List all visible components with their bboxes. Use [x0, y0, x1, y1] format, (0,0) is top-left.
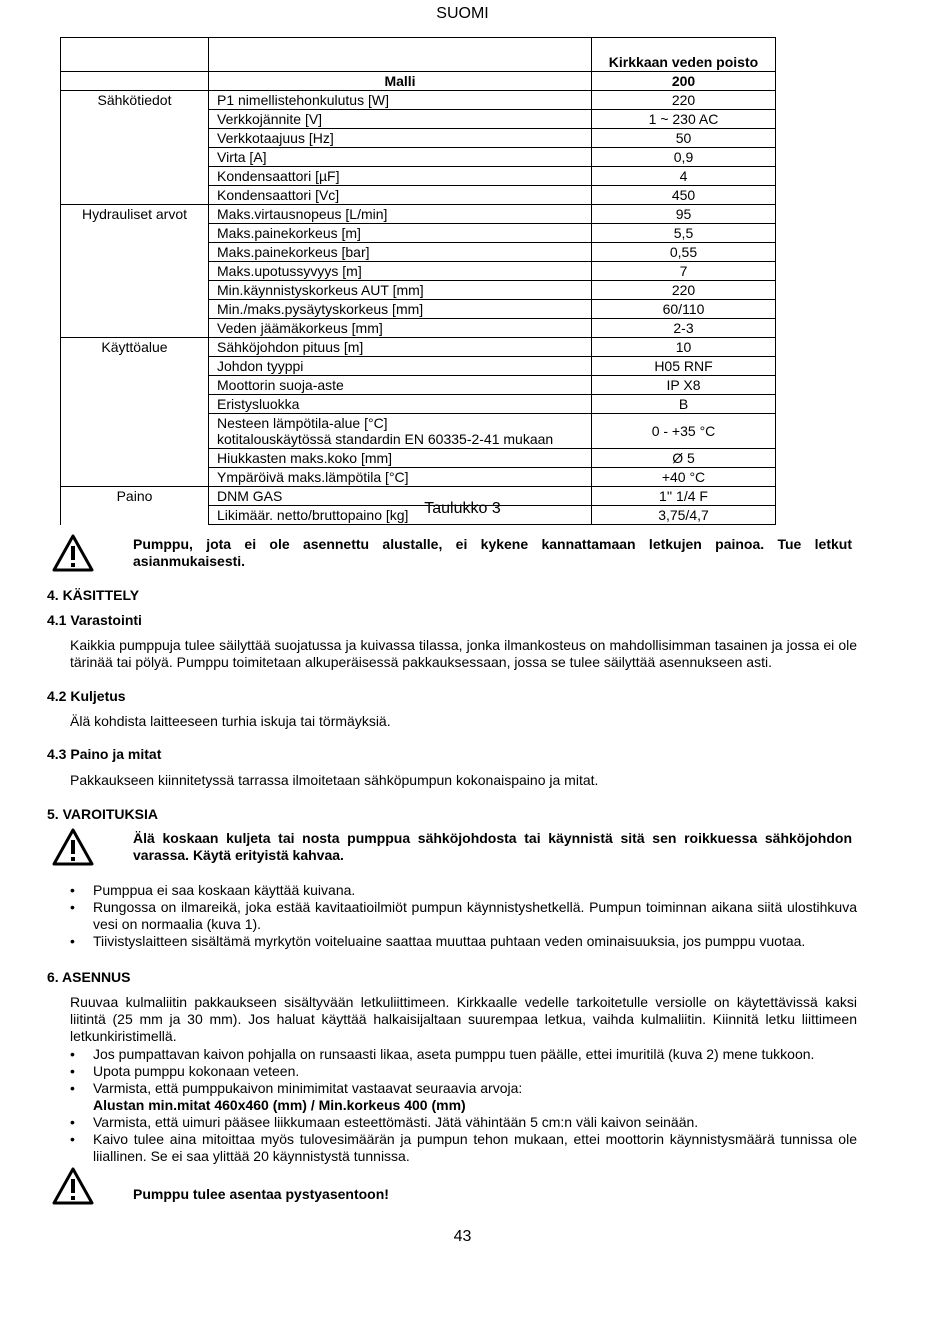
table-row	[61, 281, 776, 300]
category-cell	[61, 395, 209, 414]
value-cell: 1 ~ 230 AC	[592, 110, 776, 129]
table-row	[61, 414, 776, 449]
category-cell	[61, 243, 209, 262]
parameter-label: Ympäröivä maks.lämpötila [°C]	[217, 469, 409, 485]
bullet-dot: •	[70, 1080, 75, 1096]
section-title-paino-mitat: 4.3 Paino ja mitat	[47, 746, 162, 762]
parameter-cell	[209, 186, 592, 205]
list-item: • Tiivistyslaitteen sisältämä myrkytön voiteluaine saattaa muuttaa puhtaan veden ominaisuuksia, jos pumppu vuotaa.	[70, 933, 806, 949]
parameter-label: DNM GAS	[217, 488, 283, 504]
table-row	[61, 338, 776, 357]
table-row	[61, 357, 776, 376]
column-header: Kirkkaan veden poisto	[592, 38, 776, 72]
category-cell	[61, 281, 209, 300]
parameter-cell	[209, 262, 592, 281]
parameter-cell	[209, 281, 592, 300]
parameter-cell	[209, 319, 592, 338]
table-row	[61, 186, 776, 205]
section-title-kasittely: 4. KÄSITTELY	[47, 587, 140, 603]
warning-triangle-icon	[52, 534, 94, 572]
parameter-label: Veden jäämäkorkeus [mm]	[217, 320, 383, 336]
parameter-label: Virta [A]	[217, 149, 267, 165]
min-dimensions: Alustan min.mitat 460x460 (mm) / Min.korkeus 400 (mm)	[93, 1097, 466, 1113]
bullet-dot: •	[70, 882, 75, 898]
parameter-label: Maks.upotussyvyys [m]	[217, 263, 362, 279]
value-cell: Ø 5	[592, 449, 776, 468]
bullet-dot: •	[70, 1131, 75, 1147]
model-label: Malli	[209, 72, 592, 91]
parameter-cell	[209, 243, 592, 262]
table-row	[61, 449, 776, 468]
paragraph-paino-mitat: Pakkaukseen kiinnitetyssä tarrassa ilmoitetaan sähköpumpun kokonaispaino ja mitat.	[70, 772, 599, 788]
table-row	[61, 243, 776, 262]
bullet-dot: •	[70, 1063, 75, 1079]
table-row	[61, 376, 776, 395]
parameter-label: Verkkojännite [V]	[217, 111, 323, 127]
installation-list	[70, 1046, 857, 1165]
table-row	[61, 129, 776, 148]
warning-triangle-icon	[52, 828, 94, 866]
table-row	[61, 262, 776, 281]
table-row	[61, 148, 776, 167]
warning-triangle-icon	[52, 1167, 94, 1205]
table-row	[61, 224, 776, 243]
category-cell: Hydrauliset arvot	[61, 205, 209, 224]
category-cell	[61, 300, 209, 319]
bullet-dot: •	[70, 933, 75, 949]
parameter-label: Maks.painekorkeus [m]	[217, 225, 361, 241]
category-cell	[61, 167, 209, 186]
category-cell	[61, 468, 209, 487]
value-cell: 3,75/4,7	[592, 506, 776, 525]
parameter-label: Eristysluokka	[217, 396, 300, 412]
value-cell: 0,9	[592, 148, 776, 167]
parameter-label: Sähköjohdon pituus [m]	[217, 339, 364, 355]
parameter-label: Moottorin suoja-aste	[217, 377, 344, 393]
parameter-label: Min./maks.pysäytyskorkeus [mm]	[217, 301, 424, 317]
parameter-label: Min.käynnistyskorkeus AUT [mm]	[217, 282, 424, 298]
parameter-cell	[209, 468, 592, 487]
category-cell	[61, 224, 209, 243]
category-cell	[61, 110, 209, 129]
category-cell	[61, 449, 209, 468]
paragraph-asennus: Ruuvaa kulmaliitin pakkaukseen sisältyvään letkuliittimeen. Kirkkaalle vedelle tarkoitetulle versiolle on käytettävissä kaksi liitintä (25 mm ja 30 mm). Jos haluat käyttää halkaisijaltaan suurempaa letkua, vaihda kulmaliitin. Kiinnitä letku liittimeen letkunkiristimellä.	[70, 994, 857, 1044]
value-cell: 4	[592, 167, 776, 186]
list-item: • Varmista, että uimuri pääsee liikkumaan esteettömästi. Jätä vähintään 5 cm:n väli kaivon seinään.	[70, 1114, 699, 1130]
table-row	[61, 110, 776, 129]
value-cell: B	[592, 395, 776, 414]
value-cell: 220	[592, 281, 776, 300]
bullet-dot: •	[70, 899, 75, 915]
category-cell	[61, 148, 209, 167]
list-item: • Varmista, että pumppukaivon minimimitat vastaavat seuraavia arvoja: Alustan min.mitat 460x460 (mm) / Min.korkeus 400 (mm)	[70, 1080, 523, 1113]
category-cell	[61, 129, 209, 148]
paragraph-varastointi: Kaikkia pumppuja tulee säilyttää suojatussa ja kuivassa tilassa, jonka ilmankosteus on mahdollisimman tasainen ja jossa ei ole tärinää tai pölyä. Pumppu toimitetaan alkuperäisessä pakkauksessaan, jossa se tulee säilyttää asennukseen asti.	[70, 637, 857, 670]
category-cell	[61, 414, 209, 449]
value-cell: 60/110	[592, 300, 776, 319]
parameter-cell	[209, 395, 592, 414]
parameter-cell	[209, 91, 592, 110]
table-row	[61, 205, 776, 224]
parameter-cell	[209, 129, 592, 148]
list-item: • Kaivo tulee aina mitoittaa myös tulovesimäärän ja pumpun tehon mukaan, ettei moottorin käynnistysmäärä tunnissa ole liiallinen. Se ei saa ylittää 20 käynnistystä tunnissa.	[70, 1131, 857, 1164]
list-item: • Pumppua ei saa koskaan käyttää kuivana.	[70, 882, 356, 898]
table-row	[61, 468, 776, 487]
parameter-label: P1 nimellistehonkulutus [W]	[217, 92, 389, 108]
value-cell: 7	[592, 262, 776, 281]
table-header-row	[61, 38, 776, 72]
parameter-cell	[209, 300, 592, 319]
spec-table	[60, 37, 776, 525]
value-cell: 0 - +35 °C	[592, 414, 776, 449]
section-title-asennus: 6. ASENNUS	[47, 969, 131, 985]
parameter-note: kotitalouskäytössä standardin EN 60335-2-41 mukaan	[217, 431, 554, 447]
parameter-label: Johdon tyyppi	[217, 358, 304, 374]
parameter-cell	[209, 205, 592, 224]
section-title-varastointi: 4.1 Varastointi	[47, 612, 142, 628]
value-cell: 220	[592, 91, 776, 110]
page-header: SUOMI	[436, 5, 489, 22]
parameter-label: Hiukkasten maks.koko [mm]	[217, 450, 393, 466]
parameter-label: Maks.painekorkeus [bar]	[217, 244, 370, 260]
value-cell: 10	[592, 338, 776, 357]
bullet-dot: •	[70, 1046, 75, 1062]
table-row	[61, 167, 776, 186]
table-row	[61, 91, 776, 110]
category-cell: Paino	[61, 487, 209, 506]
value-cell: 0,55	[592, 243, 776, 262]
parameter-label: Kondensaattori [µF]	[217, 168, 340, 184]
list-item: • Upota pumppu kokonaan veteen.	[70, 1063, 300, 1079]
category-cell	[61, 357, 209, 376]
parameter-cell	[209, 357, 592, 376]
paragraph-kuljetus: Älä kohdista laitteeseen turhia iskuja tai törmäyksiä.	[70, 713, 391, 729]
parameter-cell	[209, 224, 592, 243]
category-cell	[61, 319, 209, 338]
table-row	[61, 319, 776, 338]
page-number: 43	[453, 1228, 472, 1245]
value-cell: +40 °C	[592, 468, 776, 487]
parameter-cell	[209, 338, 592, 357]
parameter-label: Kondensaattori [Vc]	[217, 187, 340, 203]
model-value: 200	[592, 72, 776, 91]
parameter-cell	[209, 110, 592, 129]
category-cell	[61, 376, 209, 395]
warning-text-support: Pumppu, jota ei ole asennettu alustalle, ei kykene kannattamaan letkujen painoa. Tue letkut asianmukaisesti.	[133, 536, 852, 569]
category-cell	[61, 262, 209, 281]
parameter-label: Verkkotaajuus [Hz]	[217, 130, 334, 146]
value-cell: 5,5	[592, 224, 776, 243]
warnings-list	[70, 882, 857, 950]
table-caption: Taulukko 3	[424, 500, 501, 517]
value-cell: 2-3	[592, 319, 776, 338]
table-row	[61, 395, 776, 414]
category-cell: Sähkötiedot	[61, 91, 209, 110]
parameter-label: Maks.virtausnopeus [L/min]	[217, 206, 388, 222]
value-cell: IP X8	[592, 376, 776, 395]
parameter-cell	[209, 167, 592, 186]
category-cell	[61, 186, 209, 205]
value-cell: 450	[592, 186, 776, 205]
table-row	[61, 300, 776, 319]
parameter-cell	[209, 414, 592, 449]
list-item: • Jos pumpattavan kaivon pohjalla on runsaasti likaa, aseta pumppu tuen päälle, ettei imuritilä (kuva 2) mene tukkoon.	[70, 1046, 815, 1062]
section-title-varoituksia: 5. VAROITUKSIA	[47, 806, 158, 822]
parameter-cell	[209, 376, 592, 395]
warning-text-vertical: Pumppu tulee asentaa pystyasentoon!	[133, 1186, 389, 1202]
list-item: • Rungossa on ilmareikä, joka estää kavitaatioilmiöt pumpun käynnistyshetkellä. Pumpun toiminnan aikana siitä ulostihkuva vesi on normaalia (kuva 1).	[70, 899, 857, 932]
value-cell: H05 RNF	[592, 357, 776, 376]
parameter-label: Nesteen lämpötila-alue [°C]	[217, 415, 388, 431]
category-cell: Käyttöalue	[61, 338, 209, 357]
model-row	[61, 72, 776, 91]
value-cell: 1'' 1/4 F	[592, 487, 776, 506]
parameter-label: Likimäär. netto/bruttopaino [kg]	[217, 507, 409, 523]
warning-text-cable: Älä koskaan kuljeta tai nosta pumppua sähköjohdosta tai käynnistä sitä sen roikkuessa sähköjohdon varassa. Käytä erityistä kahvaa.	[133, 830, 852, 863]
value-cell: 50	[592, 129, 776, 148]
value-cell: 95	[592, 205, 776, 224]
bullet-dot: •	[70, 1114, 75, 1130]
section-title-kuljetus: 4.2 Kuljetus	[47, 688, 126, 704]
parameter-cell	[209, 449, 592, 468]
parameter-cell	[209, 148, 592, 167]
